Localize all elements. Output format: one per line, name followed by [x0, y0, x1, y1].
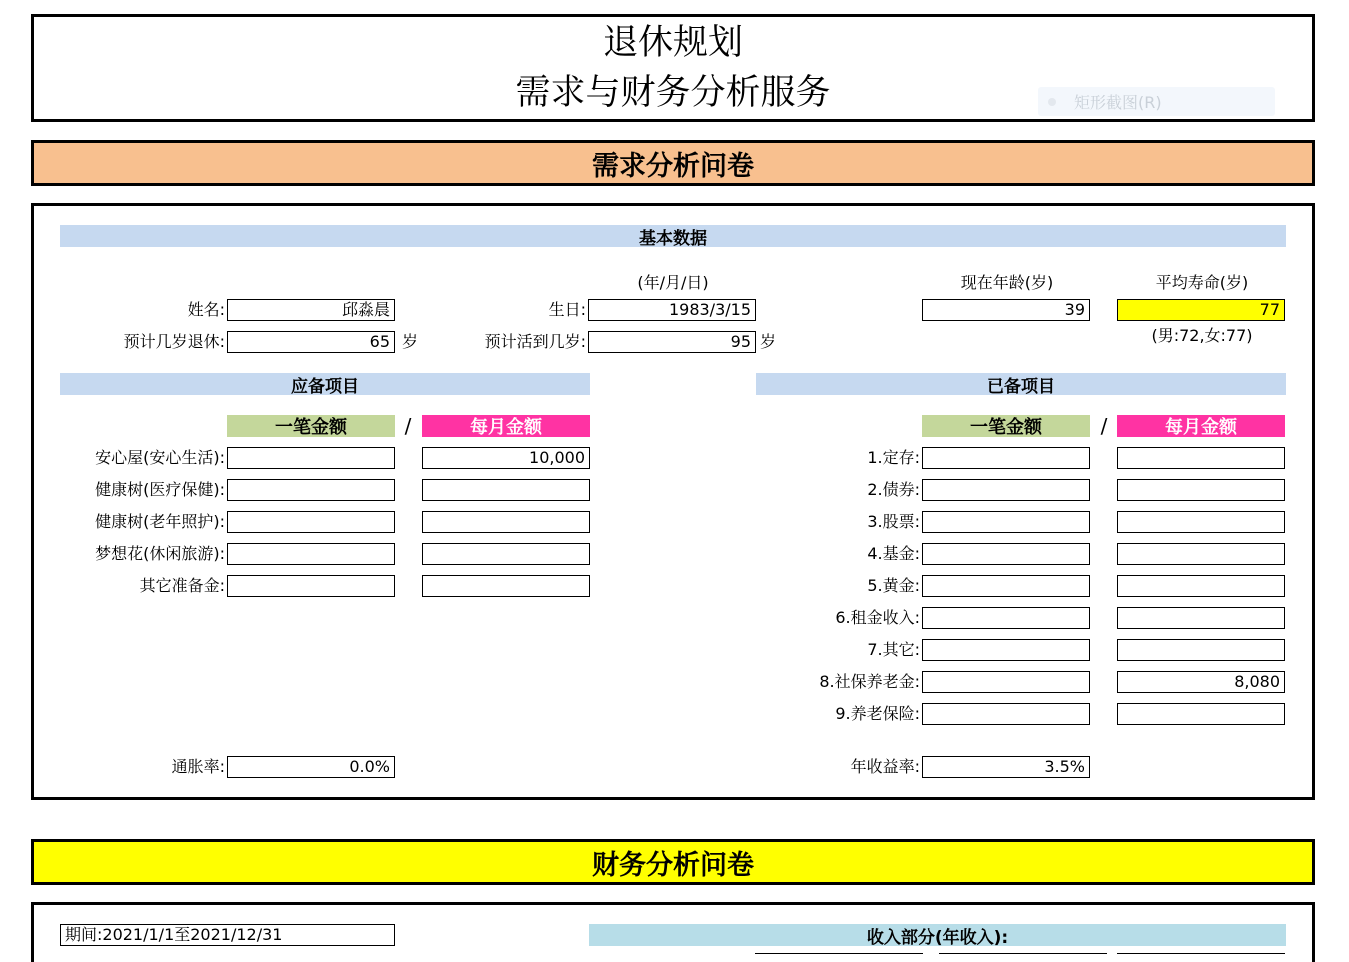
inflation-label: 通胀率: — [171, 757, 225, 776]
prepared-row-label: 6.租金收入: — [835, 608, 920, 627]
prepared-row-label: 2.债券: — [867, 480, 920, 499]
prepared-row-label: 4.基金: — [867, 544, 920, 563]
live-age-unit: 岁 — [760, 332, 777, 351]
birth-field[interactable]: 1983/3/15 — [588, 299, 756, 321]
finance-analysis-banner: 财务分析问卷 — [31, 839, 1315, 885]
prepared-row-label: 3.股票: — [867, 512, 920, 531]
inflation-field[interactable]: 0.0% — [227, 756, 395, 778]
current-age-field[interactable]: 39 — [922, 299, 1090, 321]
prepared-row-lump-field[interactable] — [922, 447, 1090, 469]
required-row-lump-field[interactable] — [227, 575, 395, 597]
prepared-row-lump-field[interactable] — [922, 639, 1090, 661]
needs-analysis-banner: 需求分析问卷 — [31, 140, 1315, 186]
required-monthly-header: 每月金额 — [422, 415, 590, 437]
prepared-row-monthly-field[interactable] — [1117, 447, 1285, 469]
income-section-bar: 收入部分(年收入): — [589, 924, 1286, 946]
prepared-row-label: 9.养老保险: — [835, 704, 920, 723]
annual-return-field[interactable]: 3.5% — [922, 756, 1090, 778]
prepared-row-monthly-field[interactable] — [1117, 479, 1285, 501]
live-age-label: 预计活到几岁: — [484, 332, 586, 351]
birth-label: 生日: — [548, 300, 586, 319]
title-line-2: 需求与财务分析服务 — [515, 73, 831, 113]
required-row-monthly-field[interactable]: 10,000 — [422, 447, 590, 469]
required-separator: / — [404, 414, 412, 438]
prepared-row-monthly-field[interactable] — [1117, 543, 1285, 565]
period-field[interactable]: 期间:2021/1/1至2021/12/31 — [60, 924, 395, 946]
retire-age-field[interactable]: 65 — [227, 331, 395, 353]
prepared-items-bar: 已备项目 — [756, 373, 1286, 395]
snip-tooltip[interactable] — [1038, 87, 1275, 116]
live-age-field[interactable]: 95 — [588, 331, 756, 353]
prepared-row-lump-field[interactable] — [922, 703, 1090, 725]
record-dot-icon — [1048, 98, 1056, 106]
title-line-1: 退休规划 — [602, 23, 743, 63]
prepared-row-lump-field[interactable] — [922, 575, 1090, 597]
prepared-row-lump-field[interactable] — [922, 511, 1090, 533]
prepared-row-monthly-field[interactable] — [1117, 575, 1285, 597]
required-row-monthly-field[interactable] — [422, 543, 590, 565]
snip-tooltip-label: 矩形截图(R) — [1074, 93, 1162, 112]
income-field-partial[interactable] — [939, 953, 1107, 961]
name-label: 姓名: — [187, 300, 225, 319]
prepared-row — [755, 671, 1287, 693]
prepared-separator: / — [1100, 414, 1108, 438]
required-row-lump-field[interactable] — [227, 479, 395, 501]
current-age-label: 现在年龄(岁) — [960, 273, 1054, 292]
prepared-row-monthly-field[interactable]: 8,080 — [1117, 671, 1285, 693]
required-row — [60, 575, 592, 597]
prepared-row-lump-field[interactable] — [922, 479, 1090, 501]
prepared-lump-header: 一笔金额 — [922, 415, 1090, 437]
prepared-row — [755, 511, 1287, 533]
required-lump-header: 一笔金额 — [227, 415, 395, 437]
basic-data-bar: 基本数据 — [60, 225, 1286, 247]
prepared-row-monthly-field[interactable] — [1117, 703, 1285, 725]
required-row — [60, 479, 592, 501]
prepared-row-lump-field[interactable] — [922, 607, 1090, 629]
prepared-monthly-header: 每月金额 — [1117, 415, 1285, 437]
life-expectancy-label: 平均寿命(岁) — [1155, 273, 1249, 292]
retire-age-unit: 岁 — [402, 332, 419, 351]
prepared-row-label: 1.定存: — [867, 448, 920, 467]
life-expectancy-field[interactable]: 77 — [1117, 299, 1285, 321]
required-row-label: 梦想花(休闲旅游): — [95, 544, 225, 563]
required-row-lump-field[interactable] — [227, 447, 395, 469]
prepared-row — [755, 639, 1287, 661]
required-items-bar: 应备项目 — [60, 373, 590, 395]
birth-format-hint: (年/月/日) — [637, 273, 709, 292]
required-row-label: 健康树(医疗保健): — [95, 480, 225, 499]
life-expectancy-note: (男:72,女:77) — [1151, 326, 1253, 345]
prepared-row — [755, 607, 1287, 629]
prepared-row — [755, 543, 1287, 565]
required-row — [60, 447, 592, 469]
income-field-partial[interactable] — [1117, 953, 1285, 961]
retire-age-label: 预计几岁退休: — [123, 332, 225, 351]
name-field[interactable]: 邱淼晨 — [227, 299, 395, 321]
required-row — [60, 543, 592, 565]
prepared-row-lump-field[interactable] — [922, 671, 1090, 693]
prepared-row — [755, 575, 1287, 597]
prepared-row-label: 8.社保养老金: — [819, 672, 920, 691]
required-row-lump-field[interactable] — [227, 511, 395, 533]
required-row-monthly-field[interactable] — [422, 575, 590, 597]
prepared-row-monthly-field[interactable] — [1117, 639, 1285, 661]
prepared-row-monthly-field[interactable] — [1117, 607, 1285, 629]
prepared-row-label: 5.黄金: — [867, 576, 920, 595]
required-row-label: 安心屋(安心生活): — [95, 448, 225, 467]
required-row-label: 健康树(老年照护): — [95, 512, 225, 531]
prepared-row — [755, 703, 1287, 725]
prepared-row-monthly-field[interactable] — [1117, 511, 1285, 533]
income-field-partial[interactable] — [755, 953, 923, 961]
annual-return-label: 年收益率: — [850, 757, 920, 776]
required-row-monthly-field[interactable] — [422, 479, 590, 501]
prepared-row-lump-field[interactable] — [922, 543, 1090, 565]
prepared-row — [755, 479, 1287, 501]
prepared-row — [755, 447, 1287, 469]
required-row-monthly-field[interactable] — [422, 511, 590, 533]
required-row — [60, 511, 592, 533]
required-row-label: 其它准备金: — [139, 576, 225, 595]
required-row-lump-field[interactable] — [227, 543, 395, 565]
prepared-row-label: 7.其它: — [867, 640, 920, 659]
